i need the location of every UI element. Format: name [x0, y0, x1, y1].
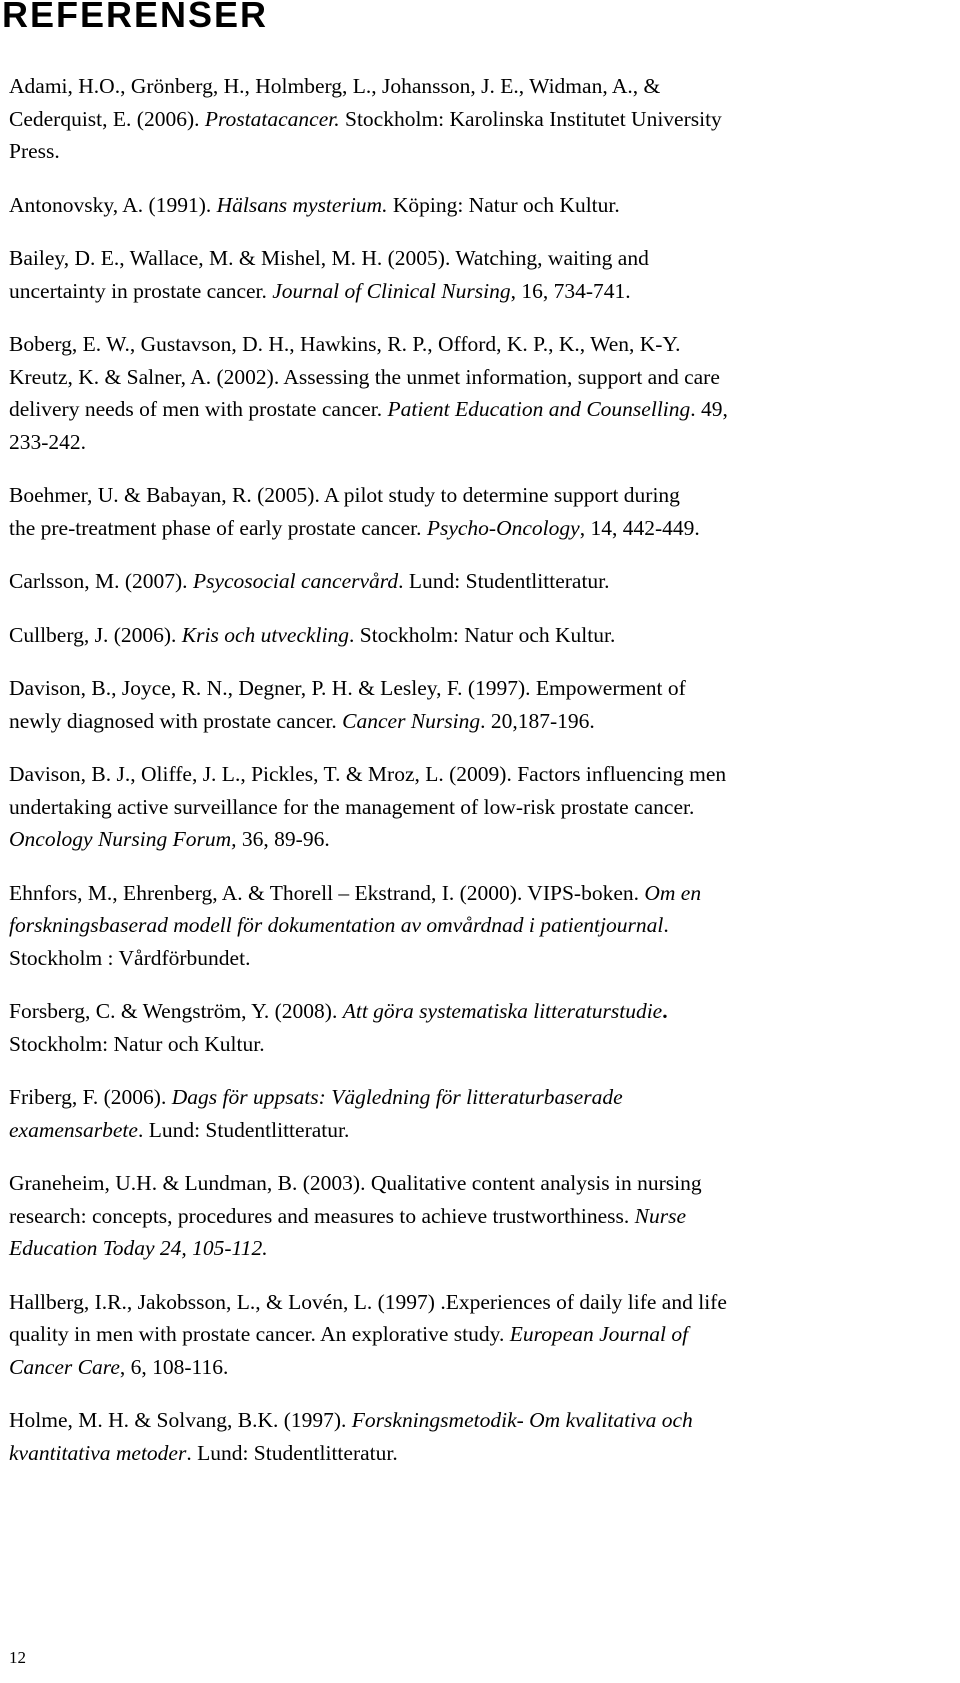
reference-journal: Psycho-Oncology: [426, 515, 580, 540]
reference-text: Stockholm : Vårdförbundet.: [9, 945, 251, 970]
reference-text: 36, 89-96.: [236, 827, 330, 851]
reference-text: quality in men with prostate cancer. An explorative study.: [9, 1322, 510, 1346]
reference-text: Cullberg, J. (2006).: [9, 622, 182, 647]
reference-title: examensarbete: [9, 1117, 138, 1142]
reference-text: . 49,: [690, 397, 728, 421]
reference-text: Kreutz, K. & Salner, A. (2002). Assessing the unmet information, support and care: [9, 364, 720, 389]
reference-text: . Lund: Studentlitteratur.: [186, 1440, 398, 1465]
reference-text: Forsberg, C. & Wengström, Y. (2008).: [9, 999, 343, 1023]
reference-text: uncertainty in prostate cancer.: [9, 278, 273, 303]
reference-friberg: [9, 1081, 954, 1146]
reference-text: Ehnfors, M., Ehrenberg, A. & Thorell – Ekstrand, I. (2000). VIPS-boken.: [9, 880, 645, 905]
reference-text: Boberg, E. W., Gustavson, D. H., Hawkins, R. P., Offord, K. P., K., Wen, K-Y.: [9, 332, 681, 356]
reference-text: Cederquist, E. (2006).: [9, 106, 205, 131]
reference-adami: [9, 70, 954, 168]
reference-journal: Journal of Clinical Nursing: [272, 278, 511, 303]
reference-forsberg: [9, 995, 954, 1060]
reference-hallberg: [9, 1286, 954, 1384]
reference-journal: Education Today 24, 105-112.: [9, 1236, 268, 1260]
reference-text: .: [662, 999, 668, 1023]
reference-text: undertaking active surveillance for the management of low-risk prostate cancer.: [9, 794, 695, 819]
reference-text: . Lund: Studentlitteratur.: [137, 1117, 350, 1142]
reference-title: Dags för uppsats: Vägledning för litteraturbaserade: [171, 1085, 623, 1109]
reference-davison-1997: [9, 672, 954, 737]
reference-text: , 16, 734-741.: [510, 278, 631, 303]
reference-title: Psycosocial cancervård: [192, 569, 399, 593]
reference-text: , 6, 108-116.: [119, 1354, 229, 1379]
reference-text: Hallberg, I.R., Jakobsson, L., & Lovén, L. (1997) .Experiences of daily life and life: [9, 1289, 727, 1314]
reference-boberg: [9, 328, 954, 361]
reference-davison-2009: [9, 758, 954, 856]
reference-text: Holme, M. H. & Solvang, B.K. (1997).: [9, 1408, 352, 1432]
reference-text: the pre-treatment phase of early prostate cancer.: [9, 515, 427, 540]
page-title: REFERENSER: [2, 0, 269, 35]
reference-title: Forskningsmetodik- Om kvalitativa och: [351, 1408, 693, 1432]
reference-text: Bailey, D. E., Wallace, M. & Mishel, M. H. (2005). Watching, waiting and: [9, 246, 649, 270]
reference-cullberg: [9, 619, 954, 652]
reference-title: Om en: [644, 880, 702, 905]
reference-journal: Patient Education and Counselling: [387, 397, 691, 421]
reference-text: Friberg, F. (2006).: [9, 1085, 172, 1109]
reference-text: Stockholm: Natur och Kultur.: [9, 1031, 265, 1056]
reference-carlsson: [9, 565, 954, 598]
reference-text: Adami, H.O., Grönberg, H., Holmberg, L., Johansson, J. E., Widman, A., &: [9, 74, 661, 98]
reference-journal: European Journal of: [509, 1322, 689, 1346]
reference-journal: Oncology Nursing Forum,: [9, 827, 237, 851]
reference-text: Carlsson, M. (2007).: [9, 569, 193, 593]
reference-text: Köping: Natur och Kultur.: [387, 192, 620, 217]
reference-text: . 20,187-196.: [480, 708, 595, 733]
reference-text: , 14, 442-449.: [579, 515, 700, 540]
reference-text: 233-242.: [9, 429, 87, 454]
reference-ehnfors: [9, 877, 954, 975]
reference-holme: [9, 1404, 954, 1469]
reference-text: Graneheim, U.H. & Lundman, B. (2003). Qualitative content analysis in nursing: [9, 1171, 702, 1195]
reference-title: Hälsans mysterium.: [216, 192, 388, 217]
reference-text: newly diagnosed with prostate cancer.: [9, 708, 343, 733]
reference-journal: Nurse: [634, 1203, 687, 1228]
reference-text: Davison, B. J., Oliffe, J. L., Pickles, T. & Mroz, L. (2009). Factors influencing men: [9, 762, 727, 786]
reference-title: Att göra systematiska litteraturstudie: [342, 999, 663, 1023]
page-number: 12: [9, 1648, 26, 1667]
reference-antonovsky: [9, 189, 954, 222]
reference-text: delivery needs of men with prostate cancer.: [9, 397, 388, 421]
reference-text: .: [663, 913, 669, 937]
reference-text: Stockholm: Karolinska Institutet University: [339, 106, 722, 131]
reference-text: Davison, B., Joyce, R. N., Degner, P. H. & Lesley, F. (1997). Empowerment of: [9, 676, 686, 700]
reference-journal: Cancer Nursing: [342, 708, 481, 733]
reference-title: kvantitativa metoder: [9, 1440, 187, 1465]
reference-text: Press.: [9, 139, 60, 163]
reference-boehmer: [9, 479, 954, 544]
reference-text: Antonovsky, A. (1991).: [9, 192, 217, 217]
reference-text: research: concepts, procedures and measures to achieve trustworthiness.: [9, 1203, 635, 1228]
reference-journal: Cancer Care: [9, 1354, 120, 1379]
reference-title: Prostatacancer.: [204, 106, 340, 131]
reference-kreutz: [9, 361, 954, 459]
reference-text: . Stockholm: Natur och Kultur.: [348, 622, 616, 647]
reference-list: [9, 70, 954, 1469]
reference-text: . Lund: Studentlitteratur.: [398, 569, 610, 593]
reference-title: Kris och utveckling: [181, 622, 349, 647]
reference-graneheim: [9, 1167, 954, 1265]
reference-title: forskningsbaserad modell för dokumentation av omvårdnad i patientjournal: [9, 913, 664, 937]
reference-bailey: [9, 242, 954, 307]
reference-text: Boehmer, U. & Babayan, R. (2005). A pilot study to determine support during: [9, 483, 680, 507]
